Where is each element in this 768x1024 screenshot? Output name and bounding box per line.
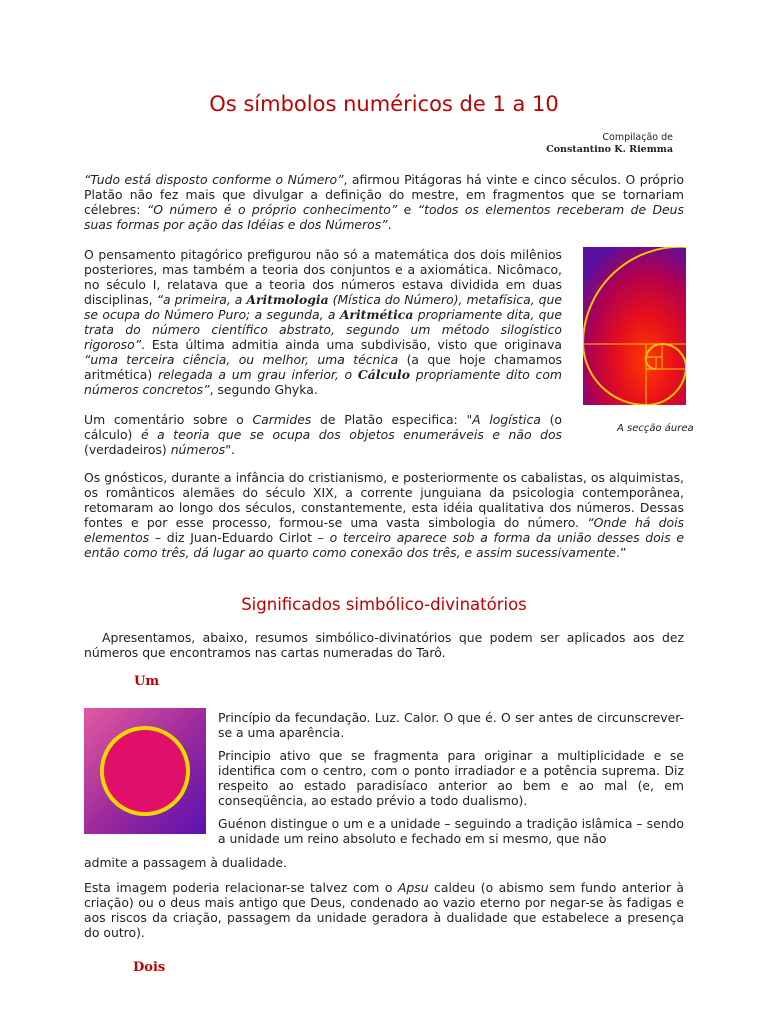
intro-paragraph: “Tudo está disposto conforme o Número”, afirmou Pitágoras há vinte e cinco séculos. O próprio Platão não fez mais que divulgar a definição do mestre, em fragmentos que se tornariam célebres: “O número é o próprio conhecimento” e “todos os elementos receberam de Deus suas formas por ação das Idéias e dos Números”. [84, 172, 684, 232]
credit-label: Compilação de [602, 132, 673, 143]
golden-spiral-image [583, 247, 686, 405]
section-title: Significados simbólico-divinatórios [241, 595, 527, 614]
figure-caption: A secção áurea [617, 423, 694, 434]
heading-dois: Dois [133, 960, 166, 975]
pythagorean-paragraph: O pensamento pitagórico prefigurou não só a matemática dos dois milênios posteriores, mas também a teoria dos conjuntos e a axiomática. Nicômaco, no século I, relatava que a teoria dos números estava dividida em duas disciplinas, “a primeira, a Aritmologia (Mística do Número), metafísica, que se ocupa do Número Puro; a segunda, a Aritmética propriamente dita, que trata do número científico abstrato, segundo um método silogístico rigoroso”. Esta última admitia ainda uma subdivisão, visto que originava “uma terceira ciência, ou melhor, uma técnica (a que hoje chamamos aritmética) relegada a um grau inferior, o Cálculo propriamente dito com números concretos”, segundo Ghyka. [84, 247, 562, 397]
section-intro: Apresentamos, abaixo, resumos simbólico-divinatórios que podem ser aplicados aos dez números que encontramos nas cartas numeradas do Tarô. [84, 630, 684, 660]
quote-pythagoras: “Tudo está disposto conforme o Número” [84, 172, 344, 187]
carmides-paragraph: Um comentário sobre o Carmides de Platão especifica: "A logística (o cálculo) é a teoria que se ocupa dos objetos enumeráveis e não dos (verdadeiros) números". [84, 412, 563, 457]
golden-section-figure [583, 247, 686, 405]
um-text: Princípio da fecundação. Luz. Calor. O que é. O ser antes de circunscrever-se a uma aparência. Principio ativo que se fragmenta para originar a multiplicidade e se identifica com o centro, com o ponto irradiador e a potência suprema. Diz respeito ao estado paradisíaco anterior ao bem e ao mal (e, em conseqüência, ao estado prévio a todo dualismo). Guénon distingue o um e a unidade – seguindo a tradição islâmica – sendo a unidade um reino absoluto e fechado em si mesmo, que não [218, 710, 684, 846]
circle-image [84, 708, 206, 834]
um-text-continued: admite a passagem à dualidade. [84, 855, 287, 870]
um-image [84, 708, 206, 834]
heading-um: Um [134, 674, 160, 689]
page-title: Os símbolos numéricos de 1 a 10 [209, 92, 559, 116]
apsu-paragraph: Esta imagem poderia relacionar-se talvez com o Apsu caldeu (o abismo sem fundo anterior à criação) ou o deus mais antigo que Deus, condenado ao vazio eterno por negar-se às fadigas e aos riscos da criação, passagem da unidade geradora à dualidade que estabelece a presença do outro). [84, 880, 684, 940]
gnostics-paragraph: Os gnósticos, durante a infância do cristianismo, e posteriormente os cabalistas, os alquimistas, os românticos alemães do século XIX, a corrente junguiana da psicologia contemporânea, retomaram ao longo dos séculos, constantemente, esta idéia qualitativa dos números. Dessas fontes e por esse processo, formou-se uma vasta simbologia do número. “Onde há dois elementos – diz Juan-Eduardo Cirlot – o terceiro aparece sob a forma da união desses dois e então como três, dá lugar ao quarto como conexão dos três, e assim sucessivamente.” [84, 470, 684, 560]
credit-author: Constantino K. Riemma [546, 144, 673, 155]
credit [546, 132, 673, 156]
